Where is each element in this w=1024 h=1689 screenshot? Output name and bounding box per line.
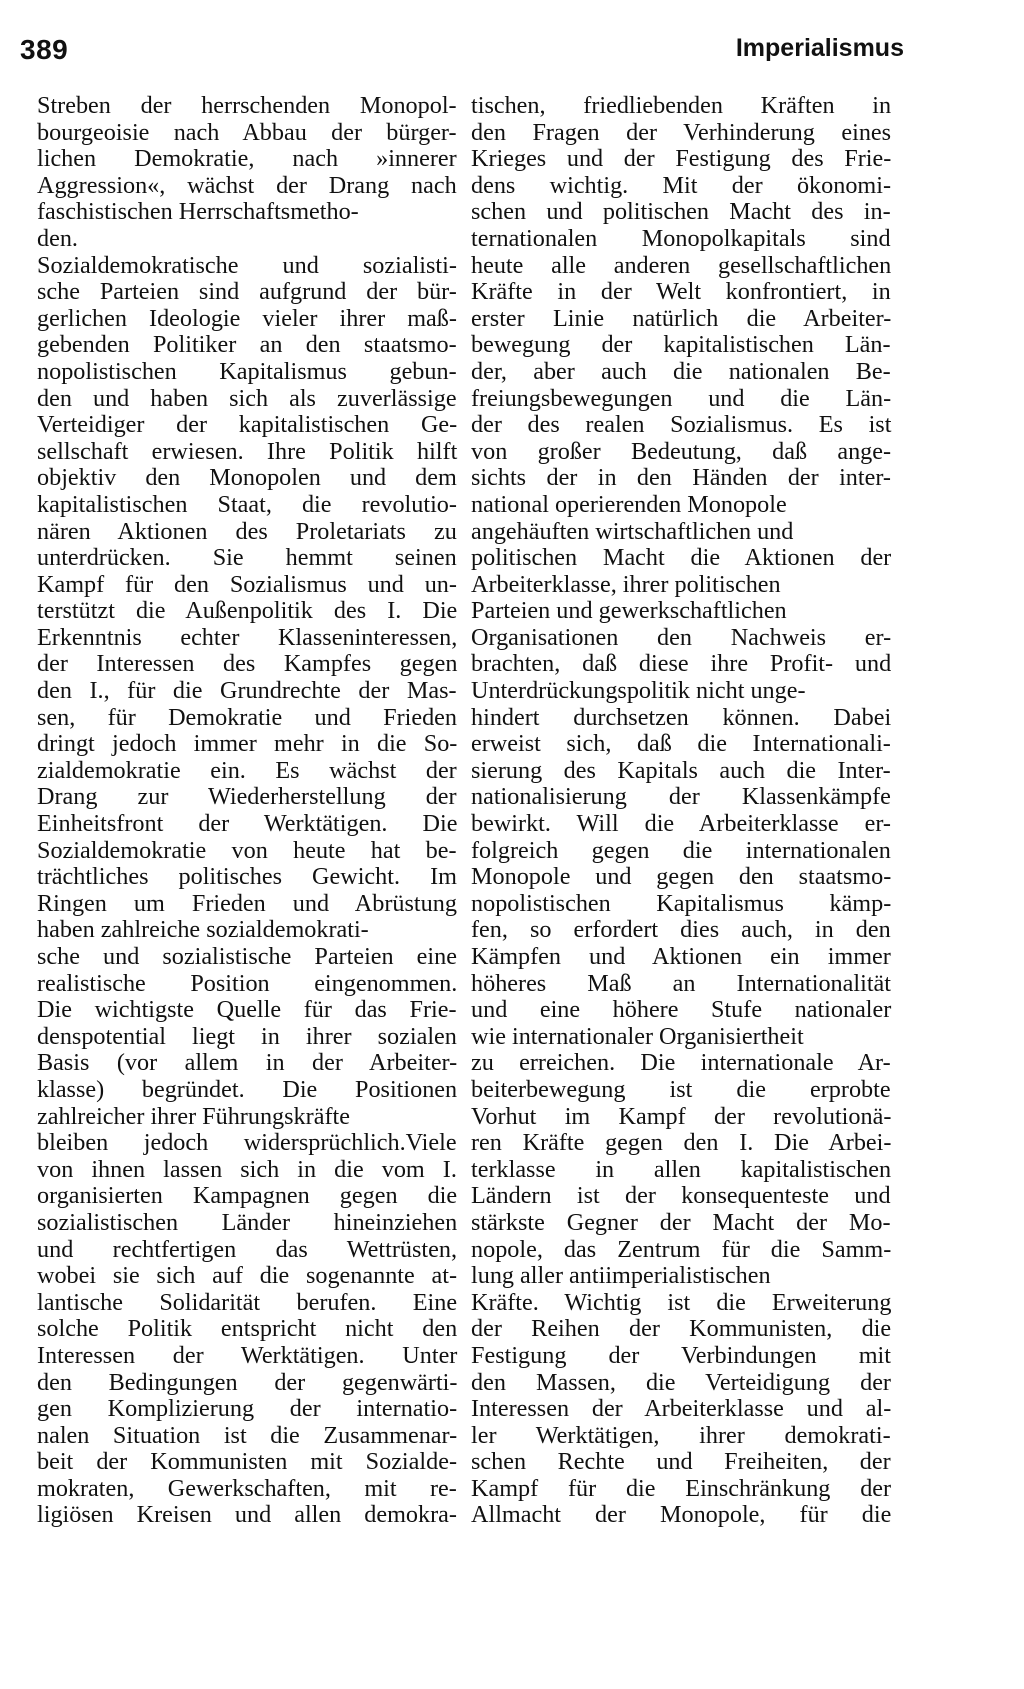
text-line: Unterdrückungspolitik nicht unge- bbox=[471, 677, 806, 705]
text-line: freiungsbewegungen und die Län- bbox=[471, 384, 892, 412]
text-line: der Reihen der Kommunisten, die bbox=[471, 1315, 892, 1343]
text-line: Kampf für den Sozialismus und un- bbox=[37, 570, 457, 598]
text-line: erweist sich, daß die Internationali- bbox=[471, 730, 891, 758]
text-line: der Interessen des Kampfes gegen bbox=[37, 650, 458, 678]
text-line: bourgeoisie nach Abbau der bürger- bbox=[37, 118, 457, 146]
text-line: kapitalistischen Staat, die revolutio- bbox=[37, 490, 457, 518]
text-line: organisierten Kampagnen gegen die bbox=[37, 1182, 458, 1210]
text-line: sche und sozialistische Parteien eine bbox=[37, 943, 457, 970]
text-line: Sozialdemokratie von heute hat be- bbox=[37, 836, 457, 864]
text-line: wobei sie sich auf die sogenannte at- bbox=[37, 1262, 457, 1290]
text-line: nopolistischen Kapitalismus kämp- bbox=[471, 889, 892, 917]
text-line: angehäuften wirtschaftlichen und bbox=[471, 517, 794, 545]
text-line: Aggression«, wächst der Drang nach bbox=[37, 171, 457, 199]
text-line: von ihnen lassen sich in die vom I. bbox=[37, 1155, 457, 1183]
text-line: sichts der in den Händen der inter- bbox=[471, 464, 891, 492]
text-line: politischen Macht die Aktionen der bbox=[471, 544, 892, 572]
text-line: solche Politik entspricht nicht den bbox=[37, 1315, 458, 1343]
text-line: zialdemokratie ein. Es wächst der bbox=[37, 756, 457, 784]
text-line: schen Rechte und Freiheiten, der bbox=[471, 1448, 891, 1476]
text-column-right bbox=[471, 93, 891, 1529]
text-line: Die wichtigste Quelle für das Frie- bbox=[37, 996, 457, 1024]
text-line: gerlichen Ideologie vieler ihrer maß- bbox=[37, 304, 457, 332]
text-line: höheres Maß an Internationalität bbox=[471, 969, 891, 997]
text-line: terklasse in allen kapitalistischen bbox=[471, 1155, 892, 1183]
text-line: lantische Solidarität berufen. Eine bbox=[37, 1288, 458, 1316]
text-line: nären Aktionen des Proletariats zu bbox=[37, 517, 457, 545]
text-line: bewirkt. Will die Arbeiterklasse er- bbox=[471, 810, 891, 838]
text-line: erster Linie natürlich die Arbeiter- bbox=[471, 304, 892, 332]
page-number: 389 bbox=[20, 34, 69, 65]
text-line: beit der Kommunisten mit Sozialde- bbox=[37, 1448, 457, 1476]
text-line: den I., für die Grundrechte der Mas- bbox=[37, 677, 457, 705]
text-line: nopolistischen Kapitalismus gebun- bbox=[37, 357, 457, 385]
text-line: zahlreicher ihrer Führungskräfte bbox=[37, 1102, 350, 1130]
text-line: der des realen Sozialismus. Es ist bbox=[471, 411, 892, 439]
text-line: sellschaft erwiesen. Ihre Politik hilft bbox=[37, 437, 458, 465]
text-line: stärkste Gegner der Macht der Mo- bbox=[471, 1208, 891, 1236]
text-line: objektiv den Monopolen und dem bbox=[37, 464, 457, 492]
text-line: ternationalen Monopolkapitals sind bbox=[471, 224, 891, 252]
page-header bbox=[20, 34, 904, 74]
text-line: trächtliches politisches Gewicht. Im bbox=[37, 863, 457, 891]
text-line: Verteidiger der kapitalistischen Ge- bbox=[37, 411, 458, 439]
text-line: Drang zur Wiederherstellung der bbox=[37, 783, 457, 811]
text-line: Interessen der Arbeiterklasse und al- bbox=[471, 1395, 892, 1423]
text-line: Festigung der Verbindungen mit bbox=[471, 1341, 891, 1369]
text-line: schen und politischen Macht des in- bbox=[471, 198, 891, 226]
text-line: Ländern ist der konsequenteste und bbox=[471, 1182, 891, 1210]
text-line: nopole, das Zentrum für die Samm- bbox=[471, 1235, 892, 1263]
text-line: den Bedingungen der gegenwärti- bbox=[37, 1368, 458, 1396]
text-line: ren Kräfte gegen den I. Die Arbei- bbox=[471, 1129, 892, 1157]
text-line: sozialistischen Länder hineinziehen bbox=[37, 1208, 458, 1236]
text-line: den Massen, die Verteidigung der bbox=[471, 1368, 891, 1396]
text-line: Einheitsfront der Werktätigen. Die bbox=[37, 810, 458, 838]
text-line: Streben der herrschenden Monopol- bbox=[37, 92, 457, 119]
text-line: realistische Position eingenommen. bbox=[37, 969, 458, 997]
text-line: fen, so erfordert dies auch, in den bbox=[471, 916, 891, 944]
text-line: den. bbox=[37, 224, 78, 252]
text-line: mokraten, Gewerkschaften, mit re- bbox=[37, 1474, 457, 1502]
text-line: Erkenntnis echter Klasseninteressen, bbox=[37, 623, 458, 651]
text-line: sche Parteien sind aufgrund der bür- bbox=[37, 278, 457, 306]
text-line: lung aller antiimperialistischen bbox=[471, 1262, 771, 1290]
text-line: der, aber auch die nationalen Be- bbox=[471, 357, 891, 385]
text-line: Arbeiterklasse, ihrer politischen bbox=[471, 570, 781, 598]
text-line: sierung des Kapitals auch die Inter- bbox=[471, 756, 891, 784]
text-line: Basis (vor allem in der Arbeiter- bbox=[37, 1049, 458, 1077]
text-line: den Fragen der Verhinderung eines bbox=[471, 118, 892, 146]
text-line: Interessen der Werktätigen. Unter bbox=[37, 1341, 458, 1369]
text-line: von großer Bedeutung, daß ange- bbox=[471, 437, 892, 465]
text-line: Kämpfen und Aktionen ein immer bbox=[471, 943, 891, 970]
text-line: Organisationen den Nachweis er- bbox=[471, 623, 892, 651]
text-line: nationalisierung der Klassenkämpfe bbox=[471, 783, 891, 811]
text-line: Allmacht der Monopole, für die bbox=[471, 1501, 892, 1529]
text-line: gen Komplizierung der internatio- bbox=[37, 1395, 458, 1423]
text-line: Kräfte. Wichtig ist die Erweiterung bbox=[471, 1288, 892, 1316]
text-line: und eine höhere Stufe nationaler bbox=[471, 996, 892, 1024]
text-line: sen, für Demokratie und Frieden bbox=[37, 703, 458, 731]
text-line: national operierenden Monopole bbox=[471, 490, 787, 518]
text-line: klasse) begründet. Die Positionen bbox=[37, 1075, 458, 1103]
running-head: Imperialismus bbox=[735, 34, 904, 62]
text-line: Ringen um Frieden und Abrüstung bbox=[37, 889, 457, 917]
text-line: Monopole und gegen den staatsmo- bbox=[471, 863, 892, 891]
text-line: Parteien und gewerkschaftlichen bbox=[471, 597, 787, 625]
text-line: zu erreichen. Die internationale Ar- bbox=[471, 1049, 891, 1077]
text-line: Kampf für die Einschränkung der bbox=[471, 1474, 892, 1502]
text-line: Sozialdemokratische und sozialisti- bbox=[37, 251, 457, 279]
text-line: wie internationaler Organisiertheit bbox=[471, 1022, 804, 1050]
text-line: gebenden Politiker an den staatsmo- bbox=[37, 331, 457, 359]
text-line: dringt jedoch immer mehr in die So- bbox=[37, 730, 458, 758]
text-line: tischen, friedliebenden Kräften in bbox=[471, 92, 892, 119]
text-line: den und haben sich als zuverlässige bbox=[37, 384, 457, 412]
text-line: heute alle anderen gesellschaftlichen bbox=[471, 251, 892, 279]
text-line: lichen Demokratie, nach »innerer bbox=[37, 145, 457, 173]
text-line: bleiben jedoch widersprüchlich.Viele bbox=[37, 1129, 457, 1157]
text-line: beiterbewegung ist die erprobte bbox=[471, 1075, 891, 1103]
text-line: haben zahlreiche sozialdemokrati- bbox=[37, 916, 369, 944]
text-line: hindert durchsetzen können. Dabei bbox=[471, 703, 892, 731]
text-line: Vorhut im Kampf der revolutionä- bbox=[471, 1102, 892, 1130]
text-line: und rechtfertigen das Wettrüsten, bbox=[37, 1235, 457, 1263]
text-line: unterdrücken. Sie hemmt seinen bbox=[37, 544, 457, 572]
text-line: bewegung der kapitalistischen Län- bbox=[471, 331, 891, 359]
text-line: dens wichtig. Mit der ökonomi- bbox=[471, 171, 892, 199]
text-line: Krieges und der Festigung des Frie- bbox=[471, 145, 892, 173]
text-line: denspotential liegt in ihrer sozialen bbox=[37, 1022, 457, 1050]
text-line: nalen Situation ist die Zusammenar- bbox=[37, 1421, 458, 1449]
text-line: Kräfte in der Welt konfrontiert, in bbox=[471, 278, 891, 306]
text-line: faschistischen Herrschaftsmetho- bbox=[37, 198, 359, 226]
text-column-left bbox=[37, 93, 457, 1529]
text-line: ler Werktätigen, ihrer demokrati- bbox=[471, 1421, 891, 1449]
text-line: terstützt die Außenpolitik des I. Die bbox=[37, 597, 458, 625]
text-line: ligiösen Kreisen und allen demokra- bbox=[37, 1501, 457, 1529]
text-line: folgreich gegen die internationalen bbox=[471, 836, 891, 864]
text-line: brachten, daß diese ihre Profit- und bbox=[471, 650, 892, 678]
